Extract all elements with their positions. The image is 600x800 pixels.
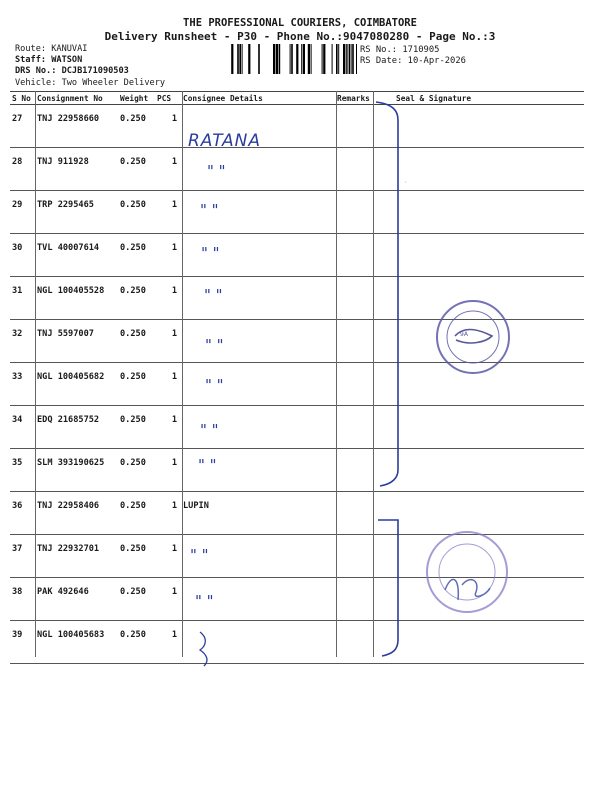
cell-consignment-no: SLM 393190625: [35, 449, 118, 492]
ditto-mark: " ": [204, 286, 223, 304]
cell-seal-signature: [372, 234, 584, 277]
cell-pcs: 1: [155, 105, 181, 148]
cell-consignment-no: TNJ 22958406: [35, 492, 118, 535]
cell-pcs: 1: [155, 363, 181, 406]
cell-sno: 37: [10, 535, 35, 578]
table-row: [10, 449, 584, 492]
company-title: THE PROFESSIONAL COURIERS, COIMBATORE: [183, 17, 417, 29]
cell-remarks: [335, 406, 372, 449]
cell-consignment-no: PAK 492646: [35, 578, 118, 621]
cell-consignee-details: [181, 363, 335, 406]
table-row: [10, 234, 584, 277]
cell-seal-signature: [372, 363, 584, 406]
meta-right: [360, 45, 466, 67]
cell-remarks: [335, 492, 372, 535]
col-header-sno: S No: [10, 92, 35, 105]
col-header-weight: Weight: [118, 92, 155, 105]
cell-sno: 27: [10, 105, 35, 148]
vehicle-label: Vehicle: Two Wheeler Delivery: [15, 77, 166, 88]
cell-consignee-details: [181, 277, 335, 320]
cell-consignee-details: [181, 406, 335, 449]
ditto-mark: " ": [205, 376, 224, 394]
table-row: [10, 492, 584, 535]
meta-left: [15, 44, 165, 88]
ditto-mark: " ": [205, 336, 224, 354]
cell-consignment-no: NGL 100405682: [35, 363, 118, 406]
cell-pcs: 1: [155, 621, 181, 664]
cell-weight: 0.250: [118, 621, 155, 664]
cell-weight: 0.250: [118, 277, 155, 320]
cell-consignment-no: TNJ 5597007: [35, 320, 118, 363]
col-header-remarks: Remarks: [335, 92, 372, 105]
cell-seal-signature: [372, 320, 584, 363]
cell-remarks: [335, 578, 372, 621]
cell-seal-signature: [372, 492, 584, 535]
cell-pcs: 1: [155, 148, 181, 191]
table-header-row: [10, 92, 584, 105]
ditto-mark: " ": [201, 244, 220, 262]
cell-seal-signature: [372, 148, 584, 191]
route-label: Route: KANUVAI: [15, 44, 88, 54]
ditto-mark: " ": [207, 162, 226, 180]
ditto-mark: " ": [200, 421, 219, 439]
table-row: [10, 320, 584, 363]
cell-consignee-details: [181, 191, 335, 234]
cell-sno: 28: [10, 148, 35, 191]
cell-consignee-details: [181, 535, 335, 578]
cell-consignment-no: TNJ 22958660: [35, 105, 118, 148]
cell-weight: 0.250: [118, 578, 155, 621]
cell-pcs: 1: [155, 277, 181, 320]
cell-remarks: [335, 105, 372, 148]
cell-sno: 29: [10, 191, 35, 234]
cell-weight: 0.250: [118, 191, 155, 234]
staff-label: Staff: WATSON: [15, 54, 83, 65]
rs-date-label: RS Date: 10-Apr-2026: [360, 56, 466, 66]
table-row: [10, 406, 584, 449]
table-row: [10, 148, 584, 191]
runsheet-table: [10, 91, 584, 664]
col-header-pcs: PCS: [155, 92, 181, 105]
cell-weight: 0.250: [118, 234, 155, 277]
col-header-seal: Seal & Signature: [372, 92, 584, 105]
ditto-mark: " ": [198, 456, 217, 474]
cell-consignment-no: TRP 2295465: [35, 191, 118, 234]
cell-weight: 0.250: [118, 406, 155, 449]
cell-pcs: 1: [155, 535, 181, 578]
cell-consignment-no: TNJ 22932701: [35, 535, 118, 578]
cell-seal-signature: [372, 621, 584, 664]
cell-weight: 0.250: [118, 148, 155, 191]
cell-pcs: 1: [155, 191, 181, 234]
cell-sno: 36: [10, 492, 35, 535]
cell-seal-signature: [372, 277, 584, 320]
cell-consignee-details: [181, 105, 335, 148]
cell-consignee-details: [181, 578, 335, 621]
cell-remarks: [335, 621, 372, 664]
cell-consignment-no: NGL 100405683: [35, 621, 118, 664]
table-row: [10, 191, 584, 234]
cell-consignee-details: [181, 449, 335, 492]
drs-label: DRS No.: DCJB171090503: [15, 66, 129, 76]
cell-remarks: [335, 449, 372, 492]
col-divider: [35, 91, 36, 657]
cell-remarks: [335, 320, 372, 363]
cell-consignment-no: TNJ 911928: [35, 148, 118, 191]
cell-weight: 0.250: [118, 492, 155, 535]
cell-pcs: 1: [155, 492, 181, 535]
cell-sno: 31: [10, 277, 35, 320]
barcode-image: [229, 44, 357, 74]
faint-mark: ·: [404, 179, 408, 186]
cell-pcs: 1: [155, 578, 181, 621]
col-divider: [373, 91, 374, 657]
cell-sno: 34: [10, 406, 35, 449]
handwritten-name: RATANA: [188, 131, 262, 151]
svg-text:9A: 9A: [460, 331, 468, 338]
cell-remarks: [335, 535, 372, 578]
cell-consignee-details: [181, 320, 335, 363]
col-divider: [336, 91, 337, 657]
col-header-consignee: Consignee Details: [181, 92, 335, 105]
cell-consignee-details: LUPIN: [181, 492, 335, 535]
cell-seal-signature: [372, 535, 584, 578]
cell-weight: 0.250: [118, 449, 155, 492]
cell-remarks: [335, 148, 372, 191]
cell-consignment-no: TVL 40007614: [35, 234, 118, 277]
table-row: [10, 621, 584, 664]
ditto-mark: " ": [195, 592, 214, 610]
cell-consignee-details: [181, 234, 335, 277]
ditto-mark: " ": [200, 201, 219, 219]
cell-consignment-no: NGL 100405528: [35, 277, 118, 320]
cell-sno: 39: [10, 621, 35, 664]
cell-seal-signature: [372, 105, 584, 148]
table-row: [10, 363, 584, 406]
cell-seal-signature: [372, 191, 584, 234]
table-row: [10, 535, 584, 578]
cell-seal-signature: [372, 406, 584, 449]
cell-pcs: 1: [155, 449, 181, 492]
col-header-consignment: Consignment No: [35, 92, 118, 105]
runsheet-subtitle: Delivery Runsheet - P30 - Phone No.:9047080280 - Page No.:3: [104, 30, 496, 43]
table-row: [10, 277, 584, 320]
col-divider: [182, 91, 183, 657]
cell-seal-signature: [372, 578, 584, 621]
cell-remarks: [335, 277, 372, 320]
cell-remarks: [335, 234, 372, 277]
cell-remarks: [335, 363, 372, 406]
cell-sno: 30: [10, 234, 35, 277]
ditto-mark: " ": [190, 546, 209, 564]
cell-seal-signature: [372, 449, 584, 492]
cell-sno: 33: [10, 363, 35, 406]
table-row: [10, 578, 584, 621]
cell-sno: 38: [10, 578, 35, 621]
cell-sno: 32: [10, 320, 35, 363]
cell-weight: 0.250: [118, 535, 155, 578]
cell-pcs: 1: [155, 406, 181, 449]
cell-consignee-details: [181, 621, 335, 664]
cell-weight: 0.250: [118, 363, 155, 406]
cell-consignment-no: EDQ 21685752: [35, 406, 118, 449]
cell-weight: 0.250: [118, 105, 155, 148]
table-row: [10, 105, 584, 148]
cell-pcs: 1: [155, 234, 181, 277]
cell-sno: 35: [10, 449, 35, 492]
cell-weight: 0.250: [118, 320, 155, 363]
cell-remarks: [335, 191, 372, 234]
cell-pcs: 1: [155, 320, 181, 363]
cell-consignee-details: [181, 148, 335, 191]
rs-no-label: RS No.: 1710905: [360, 45, 440, 55]
